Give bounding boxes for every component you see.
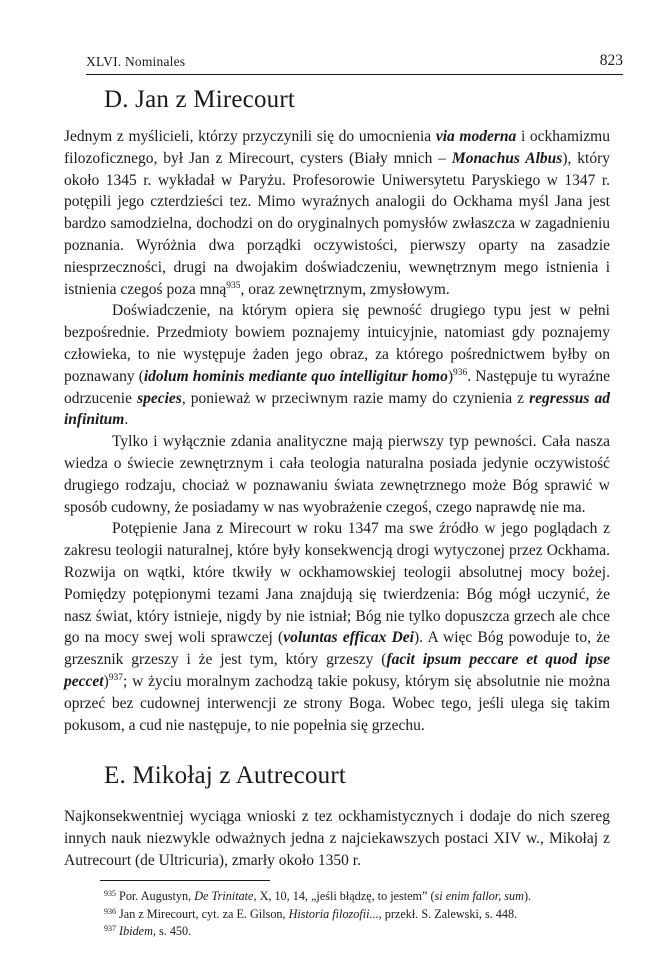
- text-run: .: [124, 411, 129, 429]
- text-run: Najkonsekwentniej wyciąga wnioski z tez ockhamistycznych i dodaje do nich szereg innych nauk niezwykle odważnych jedna z najciekawszych postaci XIV w., Mikołaj z Autrecourt (de Ultricuria), zmarły około 1350 r.: [64, 808, 610, 869]
- text-run: Por. Augustyn,: [116, 889, 195, 903]
- footnote-ref: 937: [108, 672, 123, 683]
- footnote-936: [104, 906, 610, 924]
- paragraph: [64, 300, 610, 431]
- text-run: Potępienie Jana z Mirecourt w roku 1347 ma swe źródło w jego poglądach z zakresu teologii naturalnej, które były konsekwencją drogi wytyczonej przez Ockhama. Rozwija on wątki, które tkwiły w ockhamowskiej teologii absolutnej mocy bożej. Pomiędzy potępionymi tezami Jana znajdują się twierdzenia: Bóg mógł uczynić, że nasz świat, który istnieje, nigdy by nie istniał; Bóg nie tylko dopuszcza grzech ale chce go na mocy swej woli sprawczej (: [64, 520, 610, 647]
- text-run: ). A więc Bóg powoduje to, że grzesznik grzeszy i że jest tym, który grzeszy (: [64, 629, 610, 669]
- paragraph: [64, 518, 610, 736]
- text-run: i ockhamizmu filozoficznego, był Jan z Mirecourt, cysters (Biały mnich –: [64, 128, 610, 167]
- section-body-jan-z-mirecourt: [64, 126, 610, 736]
- text-run: , s. 450.: [152, 924, 192, 938]
- latin-term: idolum hominis mediante quo intelligitur homo: [143, 367, 448, 385]
- text-run: ), który około 1345 r. wykładał w Paryżu. Profesorowie Uniwersytetu Paryskiego w 1347 r. potępili jego czterdzieści tez. Mimo wyraźnych analogii do Ockhama myśl Jana jest bardzo samodzielna, dochodzi on do oryginalnych pomysłów zwłaszcza w zagadnieniu poznania. Wyróżnia dwa porządki oczywistości, pierwszy oparty na zasadzie niesprzeczności, drugi na dwojakim doświadczeniu, wewnętrznym mego istnienia i istnienia czegoś poza mną: [64, 149, 610, 298]
- text-run: ).: [523, 889, 532, 903]
- section-heading-mikolaj-z-autrecourt: E. Mikołaj z Autrecourt: [104, 762, 347, 789]
- text-run: Jednym z myślicieli, którzy przyczynili się do umocnienia: [64, 128, 436, 145]
- paragraph: [64, 431, 610, 518]
- footnote-ref: 936: [453, 367, 468, 378]
- text-run: ): [103, 672, 109, 690]
- section-body-mikolaj-z-autrecourt: [64, 806, 610, 871]
- text-run: Doświadczenie, na którym opiera się pewność drugiego typu jest w pełni bezpośrednie. Przedmioty bowiem poznajemy intuicyjnie, natomiast gdy poznajemy człowieka, to nie występuje żaden jego obraz, za którego pośrednictwem byłby on poznawany (: [64, 302, 610, 385]
- footnote-935: [104, 888, 610, 906]
- latin-term: facit ipsum peccare et quod ipse peccet: [64, 651, 611, 690]
- footnote-rule: [100, 880, 270, 881]
- latin-term: De Trinitate: [194, 889, 254, 903]
- text-run: , X, 10, 14, „jeśli błądzę, to jestem” (: [253, 889, 435, 903]
- footnote-ref: 937: [104, 924, 116, 933]
- footnote-ref: 936: [104, 906, 116, 916]
- text-run: ): [447, 367, 454, 385]
- page-number: 823: [599, 52, 623, 69]
- latin-term: Historia filozofii...: [288, 906, 379, 921]
- latin-term: Ibidem: [119, 924, 153, 938]
- text-run: , przekł. S. Zalewski, s. 448.: [378, 906, 518, 921]
- text-run: . Następuje tu wyraźne odrzucenie: [64, 367, 611, 407]
- latin-term: Monachus Albus: [451, 149, 563, 167]
- paragraph: [64, 806, 610, 871]
- text-run: Tylko i wyłącznie zdania analityczne mają pierwszy typ pewności. Cała nasza wiedza o świecie zewnętrznym i cała teologia naturalna posiada jedynie oczywistość drugiego rodzaju, chociaż w poznawaniu świata zewnętrznego może Bóg sprawić w sposób cudowny, że posiadamy w nas wyobrażenie czegoś, czego naprawdę nie ma.: [64, 433, 610, 516]
- section-heading-jan-z-mirecourt: D. Jan z Mirecourt: [104, 86, 296, 113]
- paragraph: [64, 126, 610, 300]
- latin-term: si enim fallor, sum: [434, 889, 524, 903]
- header-rule: [86, 74, 623, 75]
- footnotes: [104, 888, 610, 941]
- footnote-937: [104, 923, 610, 941]
- latin-term: voluntas efficax Dei: [283, 629, 414, 647]
- latin-term: via moderna: [435, 128, 517, 145]
- running-head: [86, 54, 623, 74]
- text-run: Jan z Mirecourt, cyt. za E. Gilson,: [116, 906, 289, 921]
- text-run: , ponieważ w przeciwnym razie mamy do czynienia z: [181, 389, 530, 407]
- footnote-ref: 935: [104, 889, 116, 898]
- latin-term: regressus ad infinitum: [64, 389, 610, 429]
- text-run: ; w życiu moralnym zachodzą takie pokusy, którym się absolutnie nie można oprzeć bez cudownej interwencji ze strony Boga. Wobec tego, jeśli ulega się takim pokusom, a cud nie następuje, to nie popełnia się grzechu.: [64, 672, 610, 734]
- footnote-ref: 935: [226, 280, 241, 291]
- running-head-chapter: XLVI. Nominales: [86, 54, 186, 69]
- text-run: , oraz zewnętrznym, zmysłowym.: [240, 280, 450, 298]
- latin-term: species: [137, 389, 182, 407]
